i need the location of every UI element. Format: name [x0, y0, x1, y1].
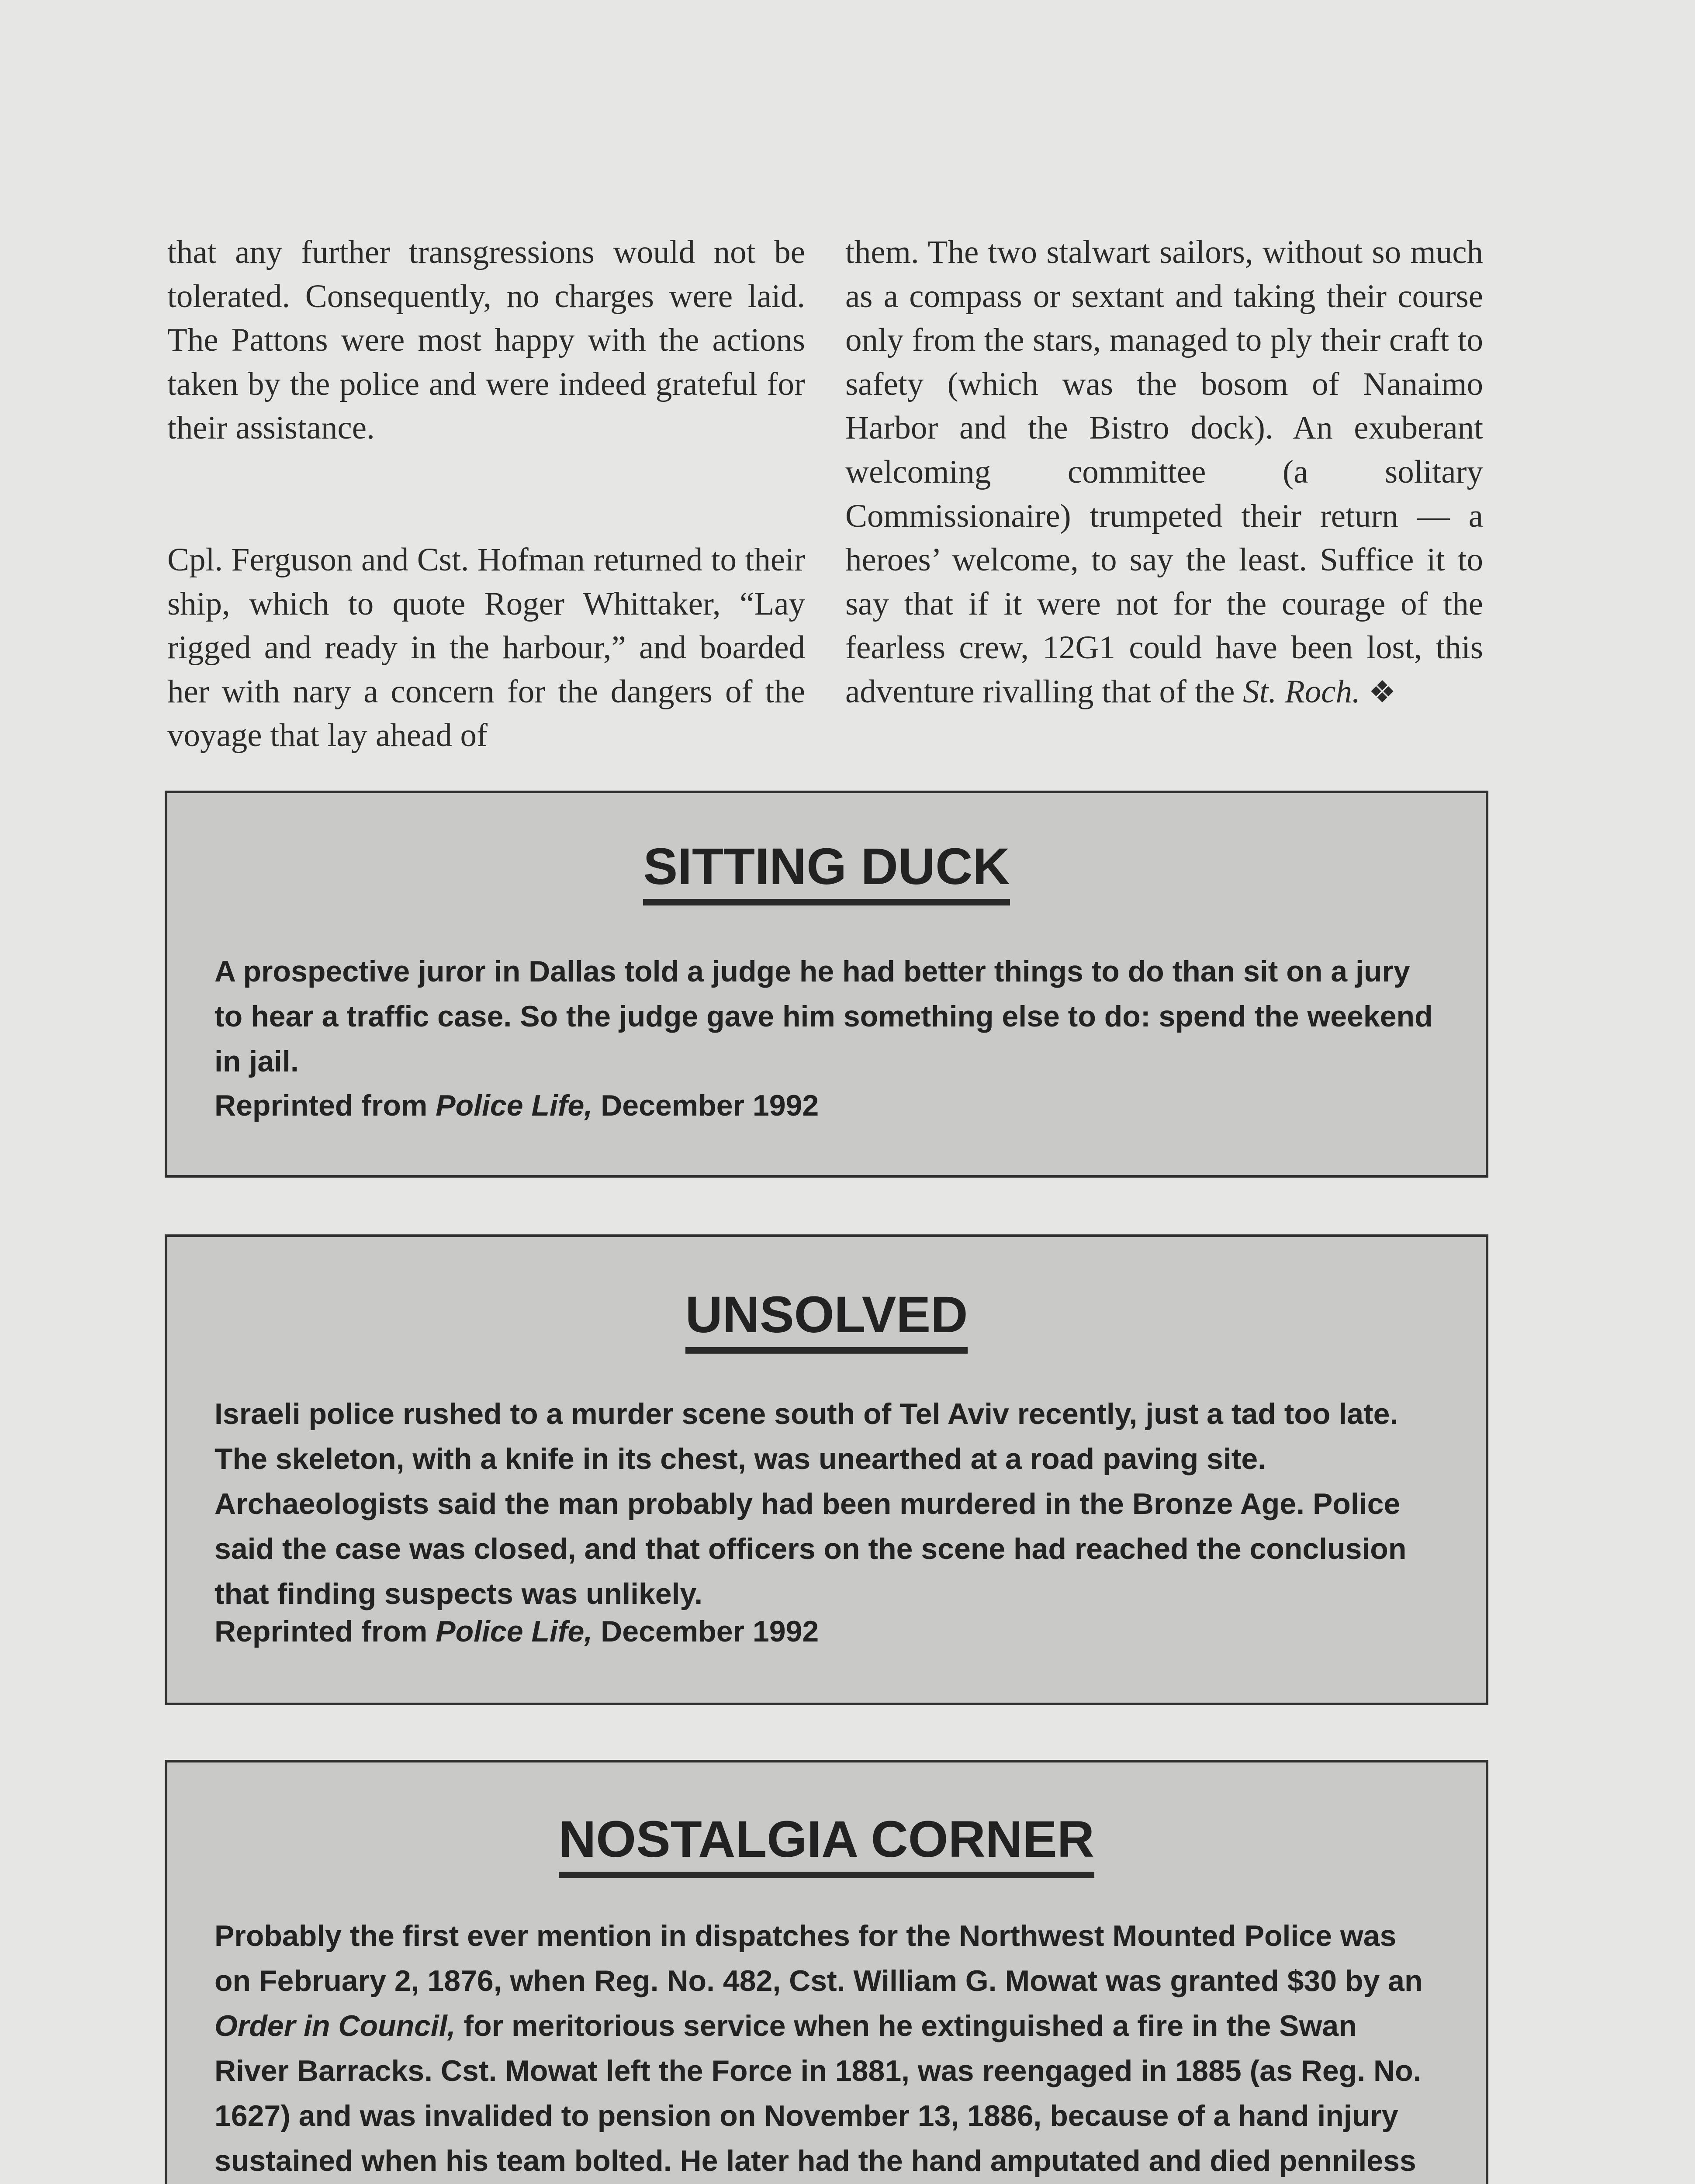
nostalgia-corner-box — [165, 1760, 1488, 2184]
unsolved-box — [165, 1234, 1488, 1705]
article-paragraph: that any further transgressions would not be tolerated. Consequently, no charges were laid. The Pattons were most happy with the actions taken by the police and were indeed grateful for their assistance. — [167, 234, 805, 446]
box-title: NOSTALGIA CORNER — [559, 1811, 1094, 1878]
article-text: them. The two stalwart sailors, without so much as a compass or sextant and taking their course only from the stars, managed to ply their craft to safety (which was the bosom of Nanaimo Harbor and the Bistro dock). An exuberant welcoming committee (a solitary Commissionaire) trumpeted their return — a heroes’ welcome, to say the least. Suffice it to say that if it were not for the courage of the fearless crew, 12G1 could have been lost, this adventure rivalling that of the — [845, 234, 1483, 710]
ship-name: St. Roch. — [1243, 673, 1360, 710]
article-left-column — [167, 231, 805, 758]
article-right-column — [845, 231, 1483, 715]
box-source: Reprinted from Police Life, December 1992 — [214, 1615, 819, 1648]
article-paragraph — [845, 231, 1483, 715]
box-source: Reprinted from Police Life, December 1992 — [214, 1089, 819, 1122]
article-paragraph: Cpl. Ferguson and Cst. Hofman returned to their ship, which to quote Roger Whittaker, “Lay rigged and ready in the harbour,” and boarded her with nary a concern for the dangers of the voyage that lay ahead of — [167, 541, 805, 754]
end-mark-icon: ❖ — [1368, 675, 1396, 709]
sitting-duck-box — [165, 791, 1488, 1178]
box-body: Israeli police rushed to a murder scene south of Tel Aviv recently, just a tad too late. The skeleton, with a knife in its chest, was unearthed at a road paving site. Archaeologists said the man probably had been murdered in the Bronze Age. Police said the case was closed, and that officers on the scene had reached the conclusion that finding suspects was unlikely. — [214, 1397, 1407, 1610]
box-body: A prospective juror in Dallas told a judge he had better things to do than sit on a jury to hear a traffic case. So the judge gave him something else to do: spend the weekend in jail. — [214, 955, 1433, 1078]
box-body: Probably the first ever mention in dispatches for the Northwest Mounted Police was on February 2, 1876, when Reg. No. 482, Cst. William G. Mowat was granted $30 by an Order in Council, for meritorious service when he extinguished a fire in the Swan River Barracks. Cst. Mowat left the Force in 1881, was reengaged in 1885 (as Reg. No. 1627) and was invalided to pension on November 13, 1886, because of a hand injury sustained when his team bolted. He later had the hand amputated and died penniless — [214, 1919, 1423, 2177]
box-title: UNSOLVED — [685, 1287, 968, 1354]
box-title: SITTING DUCK — [643, 839, 1010, 905]
